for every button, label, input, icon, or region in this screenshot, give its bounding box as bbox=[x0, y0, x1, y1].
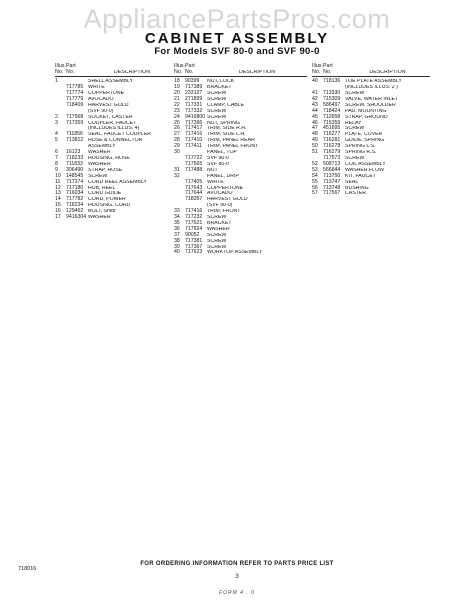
illus-number: 27 bbox=[174, 131, 180, 138]
part-description: WASHER bbox=[88, 215, 111, 221]
part-number: 717381 bbox=[185, 237, 203, 244]
page-subtitle: For Models SVF 80-0 and SVF 90-0 bbox=[154, 46, 320, 57]
illus-number: 18 bbox=[174, 78, 180, 85]
illus-number: 40 bbox=[174, 249, 180, 256]
part-description: SCREW bbox=[207, 238, 227, 244]
part-description: HARVEST GOLD bbox=[207, 197, 248, 203]
parts-row bbox=[174, 250, 307, 256]
illus-number: 11 bbox=[55, 178, 61, 185]
part-description: SCREW bbox=[207, 244, 227, 250]
part-description: SCREW bbox=[345, 155, 365, 161]
header-part-no: Part No. bbox=[323, 63, 333, 75]
part-number: 271899 bbox=[185, 95, 203, 102]
part-number: 717416 bbox=[185, 208, 203, 215]
illus-number: 53 bbox=[312, 166, 318, 173]
part-description: CORD GUIDE bbox=[88, 191, 122, 197]
illus-number: 45 bbox=[312, 113, 318, 120]
illus-number: 30 bbox=[174, 149, 180, 156]
part-number: 718424 bbox=[323, 107, 341, 114]
part-description: HARVEST GOLD bbox=[88, 102, 129, 108]
parts-row bbox=[312, 191, 430, 197]
part-number: 717568 bbox=[66, 113, 84, 120]
part-number: 717567 bbox=[323, 190, 341, 197]
illus-number: 57 bbox=[312, 190, 318, 197]
part-number: 717417 bbox=[185, 125, 203, 132]
part-number: 717367 bbox=[185, 243, 203, 250]
part-description: (SVF 90-0) bbox=[88, 108, 114, 114]
part-number: 716278 bbox=[323, 143, 341, 150]
illus-number: 46 bbox=[312, 119, 318, 126]
illus-number: 43 bbox=[312, 101, 318, 108]
illus-number: 8 bbox=[55, 160, 58, 167]
part-description: BUSHING bbox=[345, 185, 369, 191]
ordering-note: FOR ORDERING INFORMATION REFER TO PARTS PRICE LIST bbox=[140, 561, 334, 567]
part-description: TRIM, PANEL REAR bbox=[207, 138, 255, 144]
part-description: TRIM, SIDE R.H. bbox=[207, 126, 247, 132]
illus-number: 23 bbox=[174, 107, 180, 114]
part-description: PANEL, TOP bbox=[207, 150, 237, 156]
parts-column-1 bbox=[55, 64, 176, 221]
illus-number: 13 bbox=[55, 190, 61, 197]
part-number: 717396 bbox=[185, 119, 203, 126]
part-number: 717621 bbox=[185, 219, 203, 226]
part-number: 712658 bbox=[323, 113, 341, 120]
illus-number: 15 bbox=[55, 202, 61, 209]
illus-number: 32 bbox=[174, 172, 180, 179]
illus-number: 37 bbox=[174, 231, 180, 238]
illus-number: 17 bbox=[55, 214, 61, 221]
part-number: 718233 bbox=[66, 154, 84, 161]
part-description: SCREW, SHOULDER bbox=[345, 102, 396, 108]
part-number: 717410 bbox=[185, 137, 203, 144]
part-number: 566844 bbox=[323, 166, 341, 173]
part-description: SOCKET, CASTER bbox=[88, 114, 133, 120]
part-description: STRAP, HOSE bbox=[88, 167, 123, 173]
table-header bbox=[174, 64, 307, 77]
part-description: WASHER bbox=[88, 161, 111, 167]
part-description: TRIM, FRONT bbox=[207, 209, 241, 215]
header-part-no: Part No. bbox=[66, 63, 76, 75]
watermark: AppliancePartsPros.com bbox=[83, 4, 391, 34]
part-description: CORD, POWER bbox=[88, 197, 126, 203]
part-description: SCREW bbox=[345, 91, 365, 96]
form-stamp: FORM 4 . 0 bbox=[219, 590, 255, 596]
illus-number: 33 bbox=[174, 208, 180, 215]
parts-row bbox=[55, 215, 176, 221]
header-part-no: Part No. bbox=[185, 63, 195, 75]
part-description: SCREW bbox=[207, 232, 227, 238]
part-number: 717623 bbox=[185, 249, 203, 256]
illus-number: 54 bbox=[312, 172, 318, 179]
part-number: 716279 bbox=[323, 149, 341, 156]
part-description: WHITE bbox=[88, 85, 105, 91]
part-description: KIT, FAUCET bbox=[345, 173, 376, 179]
illus-number: 47 bbox=[312, 125, 318, 132]
part-number: 717624 bbox=[185, 225, 203, 232]
illus-number: 19 bbox=[174, 84, 180, 91]
illus-number: 42 bbox=[312, 95, 318, 102]
part-description: NUT bbox=[207, 167, 218, 173]
part-description: SCREW bbox=[207, 215, 227, 221]
part-description: SVF 90-0 bbox=[207, 155, 229, 161]
part-description: HOSE & CONNECTOR bbox=[88, 138, 143, 144]
part-number: 713748 bbox=[323, 184, 341, 191]
part-number: 90052 bbox=[185, 231, 200, 238]
illus-number: 24 bbox=[174, 113, 180, 120]
illus-number: 48 bbox=[312, 131, 318, 138]
part-number: 713330 bbox=[323, 90, 341, 96]
table-header bbox=[312, 64, 430, 77]
illus-number: 7 bbox=[55, 154, 58, 161]
part-description: WASHER bbox=[207, 226, 230, 232]
part-description: COPPERTONE bbox=[88, 91, 125, 96]
part-description: NUT, LOCK bbox=[207, 79, 235, 85]
part-number: 717565 bbox=[185, 160, 203, 167]
part-number: 717779 bbox=[66, 95, 84, 102]
part-number: 718357 bbox=[185, 196, 203, 203]
part-description: (INCLUDES ILLUS. 2 ) bbox=[345, 85, 398, 91]
part-description: SCREW bbox=[345, 126, 365, 132]
part-description: RELAY bbox=[345, 120, 362, 126]
illus-number: 56 bbox=[312, 184, 318, 191]
part-number: 717488 bbox=[185, 166, 203, 173]
part-number: 717389 bbox=[185, 84, 203, 91]
illus-number: 1 bbox=[55, 78, 58, 85]
illus-number: 22 bbox=[174, 101, 180, 108]
part-number: 717785 bbox=[66, 84, 84, 91]
part-number: 716281 bbox=[323, 137, 341, 144]
illus-number: 9 bbox=[55, 166, 58, 173]
header-illus-no: Illus. No. bbox=[312, 63, 323, 75]
illus-number: 29 bbox=[174, 143, 180, 150]
part-number: 713812 bbox=[66, 137, 84, 144]
part-description: STRAP, GROUND bbox=[345, 114, 388, 120]
part-number: 451695 bbox=[323, 125, 341, 132]
part-number: 717232 bbox=[185, 214, 203, 221]
part-description: WHITE bbox=[207, 179, 224, 185]
part-number: 713747 bbox=[323, 178, 341, 185]
part-number: 9416800 bbox=[185, 113, 206, 120]
part-description: SCREW bbox=[207, 91, 227, 96]
illus-number: 36 bbox=[174, 225, 180, 232]
part-number: 16123 bbox=[66, 149, 81, 156]
header-description: DESCRIPTION bbox=[113, 69, 151, 75]
part-number: 715359 bbox=[323, 119, 341, 126]
part-description: CORD REEL ASSEMBLY bbox=[88, 179, 147, 185]
part-number: 508713 bbox=[323, 160, 341, 167]
illus-number: 14 bbox=[55, 196, 61, 203]
part-description: SVF 80-0 bbox=[207, 161, 229, 167]
part-description: COUPLER, FAUCET bbox=[88, 120, 137, 126]
part-number: 718409 bbox=[66, 101, 84, 108]
part-description: SPRING L.S. bbox=[345, 144, 376, 150]
part-description: SCREW bbox=[207, 96, 227, 102]
part-number: 715309 bbox=[323, 95, 341, 102]
illus-number: 40 bbox=[312, 78, 318, 85]
part-description: SCREW bbox=[88, 173, 108, 179]
part-description: (SVF 90-0) bbox=[207, 203, 233, 209]
part-description: COPPERTONE bbox=[207, 185, 244, 191]
part-number: 713750 bbox=[323, 172, 341, 179]
illus-number: 21 bbox=[174, 95, 180, 102]
header-description: DESCRIPTION bbox=[369, 69, 406, 75]
illus-number: 44 bbox=[312, 107, 318, 114]
part-number: 717332 bbox=[185, 107, 203, 114]
part-number: 718136 bbox=[323, 78, 341, 85]
part-number: 717359 bbox=[66, 119, 84, 126]
header-illus-no: Illus. No. bbox=[55, 63, 66, 75]
part-description: SCREW bbox=[207, 108, 227, 114]
part-number: 717573 bbox=[323, 154, 341, 161]
part-description: WASHER FLOW bbox=[345, 167, 385, 173]
part-description: WORKTOP ASSEMBLY bbox=[207, 250, 263, 256]
part-description: SEAL, FAUCET COUPLER bbox=[88, 132, 152, 138]
part-number: 717331 bbox=[185, 101, 203, 108]
illus-number: 55 bbox=[312, 178, 318, 185]
part-description: ASSEMBLY bbox=[88, 144, 116, 150]
illus-number: 5 bbox=[55, 137, 58, 144]
illus-number: 52 bbox=[312, 160, 318, 167]
part-description: TRIM, SIDE L.H. bbox=[207, 132, 246, 138]
part-number: 711856 bbox=[66, 131, 83, 138]
part-number: 129462 bbox=[66, 208, 84, 215]
part-number: 148545 bbox=[66, 172, 84, 179]
parts-column-3 bbox=[312, 64, 430, 197]
part-number: 717411 bbox=[185, 143, 202, 150]
part-number: 233127 bbox=[185, 90, 203, 96]
part-number: 306490 bbox=[66, 166, 84, 173]
illus-number: 3 bbox=[55, 119, 58, 126]
part-description: BRACKET bbox=[207, 220, 232, 226]
page-number: 3 bbox=[235, 574, 239, 580]
illus-number: 6 bbox=[55, 149, 58, 156]
part-description: PAD, MOUNTING bbox=[345, 108, 387, 114]
part-description: BRACKET bbox=[207, 85, 232, 91]
document-code: 718016 bbox=[18, 566, 37, 572]
part-number: 717722 bbox=[185, 154, 203, 161]
illus-number: 10 bbox=[55, 172, 61, 179]
part-description: VALVE, WATER INLET bbox=[345, 96, 399, 102]
part-description: GUIDE, SPRING bbox=[345, 138, 385, 144]
part-description: PANEL, DRIP bbox=[207, 173, 239, 179]
part-number: 717643 bbox=[185, 184, 203, 191]
illus-number: 39 bbox=[174, 243, 180, 250]
part-description: SPRING R.S. bbox=[345, 150, 377, 156]
part-description: WASHER bbox=[88, 150, 111, 156]
illus-number: 35 bbox=[174, 219, 180, 226]
part-number: 718234 bbox=[66, 202, 84, 209]
part-number: 717782 bbox=[66, 196, 84, 203]
part-number: 9416304 bbox=[66, 214, 87, 221]
part-number: 586497 bbox=[323, 101, 341, 108]
part-description: BOLT, Shldr bbox=[88, 209, 116, 215]
illus-number: 25 bbox=[174, 119, 180, 126]
part-number: 717644 bbox=[185, 190, 203, 197]
table-header bbox=[55, 64, 176, 77]
illus-number: 49 bbox=[312, 137, 318, 144]
illus-number: 41 bbox=[312, 90, 318, 96]
part-number: 716034 bbox=[66, 190, 84, 197]
part-description: SHELL ASSEMBLY bbox=[88, 79, 133, 85]
part-number: 717416 bbox=[185, 131, 203, 138]
part-number: 716277 bbox=[323, 131, 341, 138]
part-description: CLAMP, CABLE bbox=[207, 102, 245, 108]
header-description: DESCRIPTION bbox=[238, 69, 276, 75]
part-description: SEAL bbox=[345, 179, 359, 185]
part-number: 717405 bbox=[185, 178, 203, 185]
part-description: HOUSING, CORD bbox=[88, 203, 131, 209]
part-description: TRIM, PANEL FRONT bbox=[207, 144, 259, 150]
illus-number: 28 bbox=[174, 137, 180, 144]
parts-column-2 bbox=[174, 64, 307, 256]
illus-number: 26 bbox=[174, 125, 180, 132]
part-description: COIL ASSEMBLY bbox=[345, 161, 386, 167]
illus-number: 20 bbox=[174, 90, 180, 96]
illus-number: 31 bbox=[174, 166, 180, 173]
illus-number: 50 bbox=[312, 143, 318, 150]
part-description: AVOCADO bbox=[88, 96, 114, 102]
header-illus-no: Illus. No. bbox=[174, 63, 185, 75]
part-description: (INCLUDES ILLUS. 4) bbox=[88, 126, 140, 132]
illus-number: 34 bbox=[174, 214, 180, 221]
illus-number: 4 bbox=[55, 131, 58, 138]
part-description: HOUSING, HOSE bbox=[88, 155, 130, 161]
part-number: 717180 bbox=[66, 184, 84, 191]
part-description: PLATE, COVER bbox=[345, 132, 383, 138]
part-number: 711833 bbox=[66, 160, 83, 167]
illus-number: 51 bbox=[312, 149, 318, 156]
part-description: SCREW bbox=[207, 114, 227, 120]
part-number: 717774 bbox=[66, 90, 84, 96]
part-description: NUT, SPRING bbox=[207, 120, 240, 126]
illus-number: 12 bbox=[55, 184, 61, 191]
part-number: 90399 bbox=[185, 78, 200, 85]
illus-number: 38 bbox=[174, 237, 180, 244]
illus-number: 16 bbox=[55, 208, 61, 215]
part-description: AVOCADO bbox=[207, 191, 233, 197]
illus-number: 2 bbox=[55, 113, 58, 120]
page-title: CABINET ASSEMBLY bbox=[144, 30, 330, 47]
part-description: TOE PLATE ASSEMBLY bbox=[345, 79, 402, 85]
part-description: CASTER bbox=[345, 191, 367, 197]
part-number: 717374 bbox=[66, 178, 84, 185]
part-description: HUB, REEL bbox=[88, 185, 116, 191]
